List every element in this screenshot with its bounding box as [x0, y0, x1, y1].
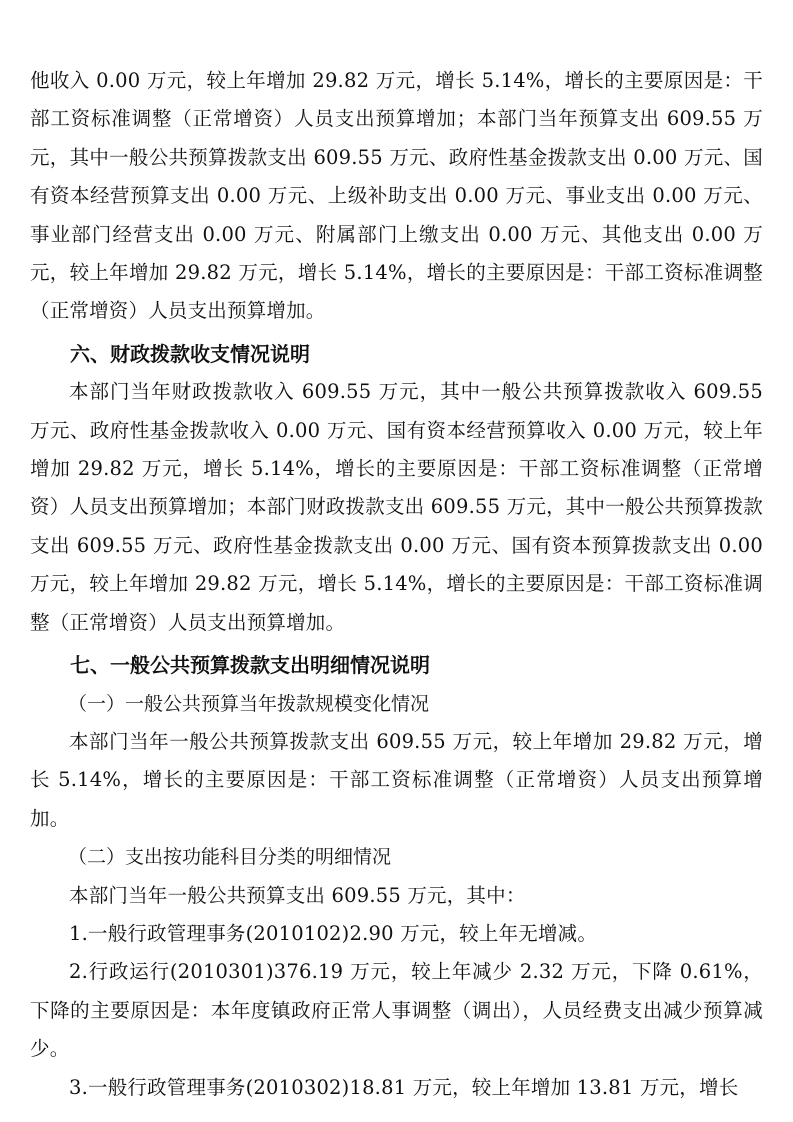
section-heading-7: 七、一般公共预算拨款支出明细情况说明	[70, 653, 430, 678]
subsection-2-intro: 本部门当年一般公共预算支出 609.55 万元，其中：	[69, 883, 526, 907]
list-item-3: 3.一般行政管理事务(2010302)18.81 万元，较上年增加 13.81 万元，增长	[69, 1075, 739, 1099]
list-item-1: 1.一般行政管理事务(2010102)2.90 万元，较上年无增减。	[69, 921, 598, 945]
list-item-2: 2.行政运行(2010301)376.19 万元，较上年减少 2.32 万元，下降 0.61%，下降的主要原因是：本年度镇政府正常人事调整（调出），人员经费支出减少预算减少。	[30, 960, 763, 1061]
subsection-heading-2: （二）支出按功能科目分类的明细情况	[68, 846, 392, 869]
continued-paragraph: 他收入 0.00 万元，较上年增加 29.82 万元，增长 5.14%，增长的主要原因是：干部工资标准调整（正常增资）人员支出预算增加；本部门当年预算支出 609.55 万元，其中一般公共预算拨款支出 609.55 万元、政府性基金拨款支出 0.00 万元、国有资本经营预算支出 0.00 万元、上级补助支出 0.00 万元、事业支出 0.00 万元、事业部门经营支出 0.00 万元、附属部门上缴支出 0.00 万元、其他支出 0.00 万元，较上年增加 29.82 万元，增长 5.14%，增长的主要原因是：干部工资标准调整（正常增资）人员支出预算增加。	[30, 69, 763, 323]
subsection-heading-1: （一）一般公共预算当年拨款规模变化情况	[68, 692, 430, 715]
subsection-1-paragraph: 本部门当年一般公共预算拨款支出 609.55 万元，较上年增加 29.82 万元，增长 5.14%，增长的主要原因是：干部工资标准调整（正常增资）人员支出预算增加。	[30, 729, 763, 830]
section-heading-6: 六、财政拨款收支情况说明	[70, 341, 310, 366]
section-6-paragraph: 本部门当年财政拨款收入 609.55 万元，其中一般公共预算拨款收入 609.55 万元、政府性基金拨款收入 0.00 万元、国有资本经营预算收入 0.00 万元，较上年增加 29.82 万元，增长 5.14%，增长的主要原因是：干部工资标准调整（正常增资）人员支出预算增加；本部门财政拨款支出 609.55 万元，其中一般公共预算拨款支出 609.55 万元、政府性基金拨款支出 0.00 万元、国有资本预算拨款支出 0.00 万元，较上年增加 29.82 万元，增长 5.14%，增长的主要原因是：干部工资标准调整（正常增资）人员支出预算增加。	[30, 380, 763, 634]
